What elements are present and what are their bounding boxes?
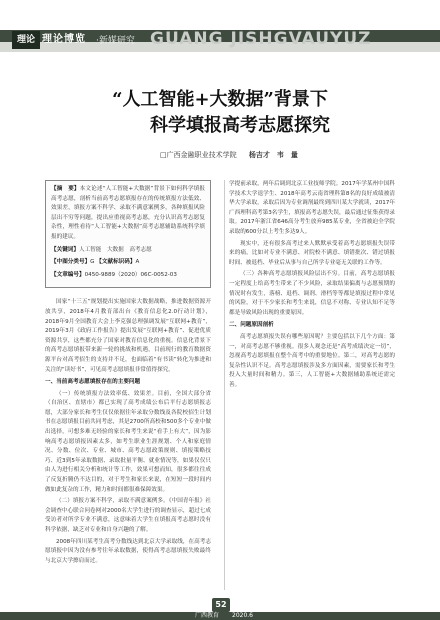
body-paragraph: 2008年四川某考生高考分数线达到北京大学录取线，在高考志愿填报中因为没有参考往年录取数据，使得高考志愿填报失败最终与北京大学擦肩而过。	[45, 538, 211, 564]
footer-issue-date: 2020.6	[232, 612, 253, 619]
column-divider	[224, 180, 225, 590]
body-paragraph: 现实中，还有很多高考过来人默默承受着高考志愿填报失误带来的痛，比如对专业不满意、对院校不满意、填错批次、错过填报时间、被退档、毕业后从事与自己所学专业毫无关联的工作等。	[229, 240, 395, 266]
section-heading: 二、问题原因剖析	[229, 322, 274, 329]
classification-line	[51, 258, 205, 268]
body-paragraph: （三）各种高考志愿填报风险层出不穷。目前，高考志愿填报一定程度上给高考生带来了不少风险，录取结果偏离与志愿预期的情况时有发生，落榜、退档、调剂、滑档等等都是填报过程中常见的风险，对于不少家长和考生来说，信息不对称、专业认知不足等都是导致风险出现的重要原因。	[229, 271, 395, 316]
section-sub: ·新媒研究	[96, 36, 135, 46]
article-title-line2: 科学填报高考志愿探究	[150, 115, 330, 136]
author-names: 杨吉才 韦 量	[248, 151, 298, 159]
article-number-line	[51, 271, 205, 281]
journal-logo: 理论	[12, 31, 40, 49]
abstract-summary	[51, 185, 205, 243]
section-label: 理论博览	[42, 34, 86, 45]
author-line	[160, 150, 298, 160]
body-paragraph: 国家“十三五”规划提出实施国家大数据战略，推进数据资源开放共享，2018年4月教育部出台《教育信息化2.0行动计划》，2018年9月全国教育大会上李克强总理强调发展“互联网+教育”，2019年3月《政府工作报告》提出发展“互联网+教育”、促进优质资源共享，这些都充分了国家对教育信息化的重视。信息化背景下的高考志愿填报带来新一轮的挑战和机遇，目前现行的教育数据资源平台对高考招生的支持并不足，也面临着“有书读”转化为推进和关注的“读好书”，可见高考志愿填报非常值得探究。	[45, 299, 211, 373]
page-number: 52	[212, 598, 230, 612]
abstract-tag: 【摘 要】	[51, 186, 80, 192]
body-paragraph: （二）填报方案不科学，录取不满意案例多。《中国青年报》社会调查中心联合问卷网对2000名大学生进行的调查显示，超过七成受访者对所学专业不满意，这意味着大学生在填报高考志愿时没有科学依据，缺乏对专业和自身兴趣的了解。	[45, 498, 211, 533]
keywords-tag: 【关键词】	[51, 246, 79, 253]
doccode-value: A	[135, 259, 140, 266]
footer-band	[0, 612, 440, 620]
abstract-box	[45, 180, 211, 288]
section-heading: 一、当前高考志愿填报存在的主要问题	[45, 379, 141, 386]
right-column	[229, 180, 395, 392]
affiliation: □广西金融职业技术学院	[160, 151, 237, 159]
clc-value: G	[90, 259, 95, 266]
keywords-line	[51, 246, 205, 256]
doccode-tag: 【文献标识码】	[96, 259, 136, 266]
article-title-line1: “人工智能+大数据”背景下	[112, 89, 328, 110]
header-watermark: GUANG JISHGVAUYUZ	[150, 29, 372, 49]
clc-tag: 【中图分类号】	[51, 259, 91, 266]
keywords-text: 人工智能 大数据 高考志愿	[78, 246, 152, 253]
left-column	[45, 180, 211, 568]
body-paragraph: 学提前录取，两年后调到北京工业技师学院。2017年学某州中国科学技术大学退学生、2018年高考云南省理科第8名的良好成绩被清华大学录取，录取后因为专业调剂最终到四川某大学就读，2017年广西理科高考第3名学生，填报高考志愿失误，最后通过征集获得录取。2017年浙江省646高分考生放弃985某专业，全省被迫全学院录取的600分以上考生多达9人。	[229, 181, 395, 235]
abstract-text: 本文论述“人工智能+大数据”背景下如何科学填报高考志愿，剖析当前高考志愿填报存在的传统填报方法低效、效果差，填报方案不科学、录取不满意案例多，各种填报风险层出不穷等问题，提出应重视高考志愿，充分认识高考志愿复杂性，理性看待“人工智能+大数据”高考志愿辅助系统科学填报的建议。	[51, 186, 205, 240]
body-paragraph: 高考志愿填报失误有哪些原因呢？主要包括以下几个方面：第一，对高考志愿不够重视。很多人观念还是“高考成绩决定一切”，忽视高考志愿填报在整个高考中的重要地位。第二，对高考志愿的复杂性认识不足。高考志愿填报涉及多方面因素，需要家长和考生投入大量时间和精力。第三，人工智能+大数据辅助系统还需完善。	[229, 333, 395, 388]
footer-journal-name: 广西教育	[195, 612, 220, 619]
article-no-value: 0450-9889（2020）06C-0052-03	[84, 271, 177, 278]
article-no-tag: 【文章编号】	[51, 271, 85, 278]
body-paragraph: （一）传统填报方法效率低、效果差。目前，全国大部分省（自治区、直辖市）都已实现了高考成绩公布后平行志愿填报志愿，大部分家长和考生仅仅依据往年录取分数线及各院校招生计划书在志愿填报目前共同考虑，其是2700所高校和500多个专业中做出选择，可想多难无经验的家长和考生来说“看手上有大”，因为影响高考志愿填报因素太多，如考生职业生涯规划、个人和家庭情况、分数、位次、专业、城市、高考志愿政策规则、填报策略技巧、近3到5年录取数据、录取批量平衡、就业情况等，如果仅仅只由人为进行相关分析和统计等工作，效果可想而知，很多都往往成了反复折腾仍不达目的，对于考生和家长来说，在短短一段时间内做如此复杂的工作，精力和时间都很难保障效果。	[45, 390, 211, 493]
